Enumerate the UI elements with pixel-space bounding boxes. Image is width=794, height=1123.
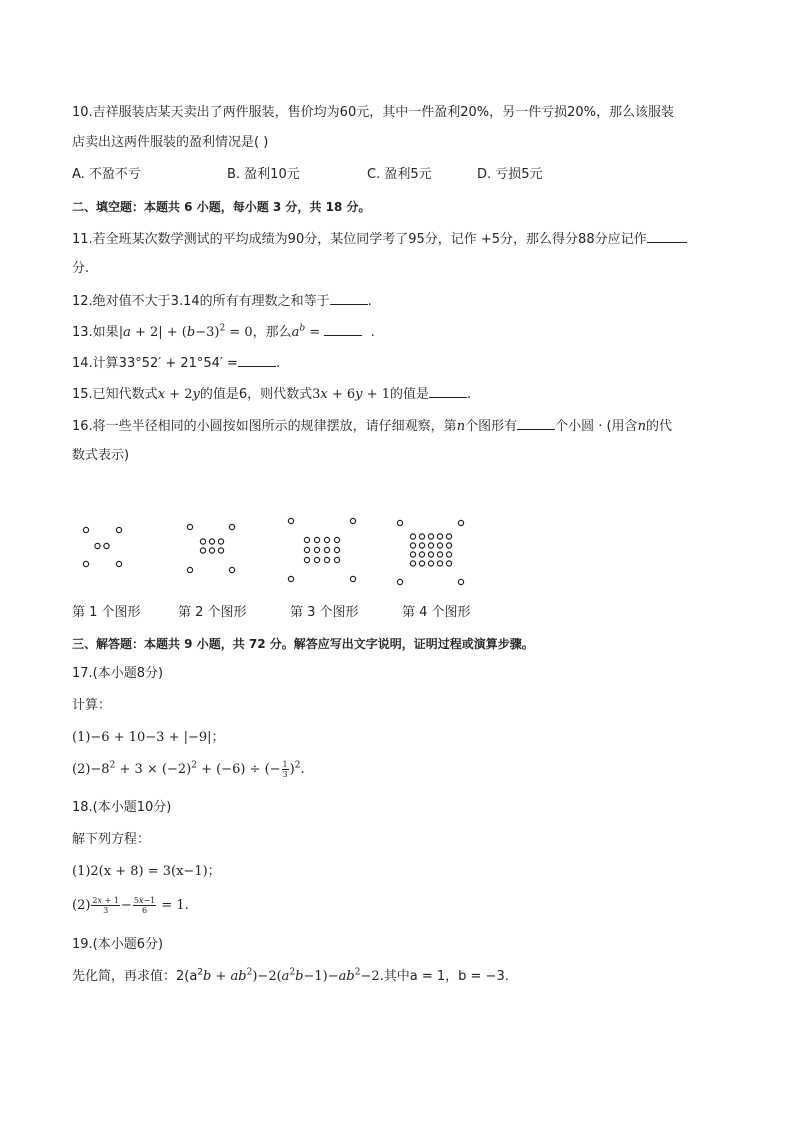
inner-circle [419,534,424,539]
inner-circle [428,561,433,566]
inner-circle [419,552,424,557]
inner-circle [200,539,205,544]
figure-caption-3: 第 3 个图形 [290,605,359,620]
inner-circle [104,543,109,548]
q18-fraction-2: $\frac{5x-1}{6}$ [133,896,156,915]
inner-circle [410,552,415,557]
q15-pre: 15.已知代数式 [72,387,158,402]
q17-part1: (1)−6 + 10−3 + |−9|； [72,730,225,745]
q13-end: . [370,325,375,340]
q18-part1: (1)2(x + 8) = 3(x−1)； [72,864,221,879]
q18-p2-end: = 1. [157,898,189,913]
inner-circle [218,548,223,553]
q17-p2-end: ) [289,762,295,777]
inner-circle [334,547,339,552]
inner-circle [324,557,329,562]
inner-circle [334,537,339,542]
corner-circle [350,576,355,581]
q17-p2-mid2: + (−6) ÷ (− [196,762,281,777]
q16-line2: 数式表示) [72,448,130,463]
q11-text: 11.若全班某次数学测试的平均成绩为90分，某位同学考了95分，记作 +5分，那么得分88分应记作 [72,232,647,247]
inner-circle [437,543,442,548]
q15-mid1: 的值是6，则代数式 [199,387,313,402]
q18-p2-pre: (2) [72,898,91,913]
inner-circle [428,534,433,539]
q16-mid: 个图形有 [465,419,518,434]
corner-circle [288,518,293,523]
figure-caption-2: 第 2 个图形 [178,605,247,620]
corner-circle [350,518,355,523]
inner-circle [95,543,100,548]
corner-circle [229,524,234,529]
inner-circle [428,552,433,557]
corner-circle [83,561,88,566]
q17-p2-pre: (2)−8 [72,762,110,777]
q17-title: 17.(本小题8分) [72,666,164,681]
option-b[interactable]: B. 盈利10元 [227,167,300,182]
inner-circle [314,547,319,552]
q18-fraction-1: $\frac{2x + 1}{3}$ [92,896,119,915]
section-solve-heading: 三、解答题：本题共 9 小题，共 72 分。解答应写出文字说明，证明过程或演算步骤。 [72,637,534,651]
corner-circle [458,579,463,584]
inner-circle [324,547,329,552]
q17-p2-mid: + 3 × (−2) [115,762,192,777]
q17-fraction: $\frac{1}{3}$ [282,760,288,779]
inner-circle [428,543,433,548]
q10-line1: 10.吉祥服装店某天卖出了两件服装，售价均为60元，其中一件盈利20%，另一件亏损20%，那么该服装 [72,105,675,120]
q13-power: $a^b$ [291,323,306,340]
q13-mid: ，那么 [252,325,292,340]
corner-circle [116,561,121,566]
q15-expr2: 3x + 6y + 1 [312,387,390,402]
q14-pre: 14.计算33°52′ + 21°54′ = [72,356,238,371]
q19-text: 先化简，再求值：$2(a^2b + ab^2)-2(a^2b-1)-ab^2-2$.其中a = 1，b = −3. [72,967,509,984]
q13-pre: 13.如果 [72,325,119,340]
inner-circle [446,552,451,557]
q17-instruction: 计算： [72,698,112,713]
inner-circle [446,534,451,539]
inner-circle [410,543,415,548]
q12-end: . [367,294,372,309]
inner-circle [446,543,451,548]
option-a[interactable]: A. 不盈不亏 [72,167,141,182]
circle-pattern-group [83,518,463,584]
q17-p2-dot: . [300,762,305,777]
inner-circle [324,537,329,542]
q13-line: 13.如果$|a + 2| + (b-3)^2 = 0$，那么$a^b$ = . [72,321,375,343]
inner-circle [314,537,319,542]
inner-circle [437,552,442,557]
q19-text-end: 其中a = 1，b = −3. [383,969,509,984]
q11-line2: 分. [72,261,90,276]
inner-circle [304,537,309,542]
figure-caption-4: 第 4 个图形 [402,605,471,620]
inner-circle [410,534,415,539]
q17-part2: $(2)-8^2 + 3 \times (-2)^2 + (-6)$ ÷ (− $\frac{1}{3}$ )$^2$. [72,760,305,779]
q14-end: . [275,356,281,371]
inner-circle [304,547,309,552]
q18-instruction: 解下列方程： [72,832,151,847]
inner-circle [334,557,339,562]
inner-circle [209,548,214,553]
q15-expr1: x + 2y [157,387,200,402]
q15-end: . [466,387,472,402]
inner-circle [437,534,442,539]
q13-formula: $|a + 2| + (b-3)^2 = 0$ [118,323,253,340]
option-c[interactable]: C. 盈利5元 [367,167,432,182]
inner-circle [218,539,223,544]
inner-circle [200,548,205,553]
inner-circle [314,557,319,562]
q18-title: 18.(本小题10分) [72,800,172,815]
q19-title: 19.(本小题6分) [72,937,164,952]
corner-circle [288,576,293,581]
inner-circle [410,561,415,566]
corner-circle [83,527,88,532]
corner-circle [397,579,402,584]
q18-part2: (2) $\frac{2x + 1}{3}$ − $\frac{5x-1}{6}$ = 1. [72,896,189,915]
q10-line2: 店卖出这两件服装的盈利情况是( ) [72,135,269,150]
q19-text-pre: 先化简，再求值：2(a [72,969,198,984]
q16-post: 个小圆 · (用含 [555,419,638,434]
inner-circle [209,539,214,544]
corner-circle [116,527,121,532]
corner-circle [458,520,463,525]
figure-caption-1: 第 1 个图形 [72,605,141,620]
section-fill-in-heading: 二、填空题：本题共 6 小题，每小题 3 分，共 18 分。 [72,200,371,214]
corner-circle [187,567,192,572]
inner-circle [437,561,442,566]
inner-circle [419,543,424,548]
inner-circle [446,561,451,566]
q16-var-n2: n [637,419,646,434]
corner-circle [397,520,402,525]
inner-circle [304,557,309,562]
q16-var-n: n [456,419,466,434]
q12-text: 12.绝对值不大于3.14的所有有理数之和等于 [72,294,330,309]
q16-pre: 16.将一些半径相同的小圆按如图所示的规律摆放，请仔细观察，第 [72,419,457,434]
inner-circle [419,561,424,566]
corner-circle [187,524,192,529]
option-d[interactable]: D. 亏损5元 [477,167,543,182]
corner-circle [229,567,234,572]
q15-mid2: 的值是 [389,387,429,402]
q16-end: 的代 [645,419,672,434]
